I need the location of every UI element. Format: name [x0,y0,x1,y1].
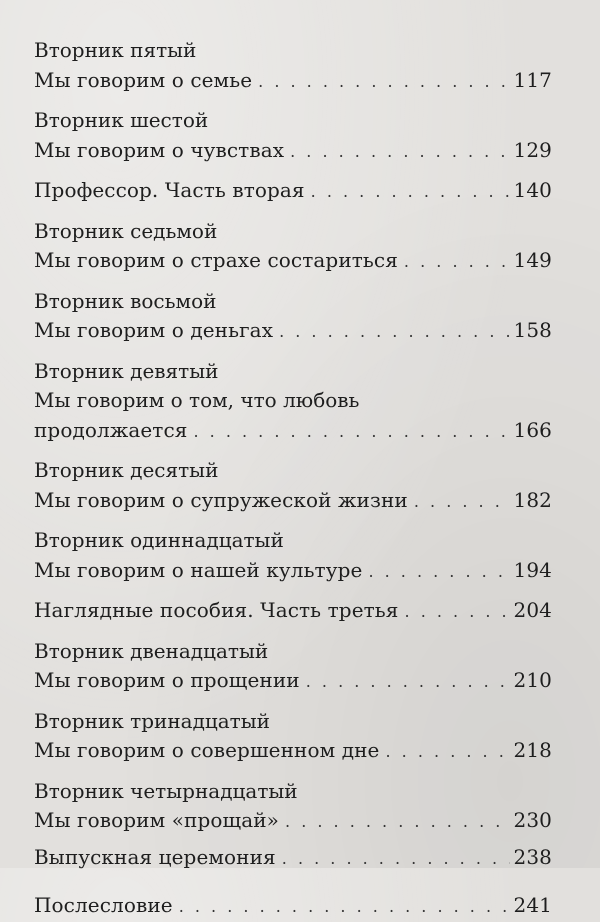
toc-line [34,806,552,837]
toc-entry [34,36,552,96]
dot-leader [404,247,510,277]
toc-entry [34,707,552,767]
toc-page-number: 166 [513,417,552,442]
toc-page-number: 230 [513,808,552,832]
dot-leader [279,317,509,347]
dot-leader [306,667,510,697]
toc-line [34,246,552,277]
toc-title: Мы говорим о страхе состариться [34,248,398,272]
toc-title: Мы говорим о совершенном дне [34,738,380,762]
toc-page-number: 241 [513,893,552,917]
toc-heading: Вторник шестой [34,108,209,132]
toc-entry [34,456,552,516]
toc-page-number: 117 [513,67,552,92]
toc-entry [34,217,552,277]
toc-entry [34,287,552,347]
toc-entry [34,843,552,874]
toc-title: Профессор. Часть вторая [34,178,305,202]
toc-title: Мы говорим о супружеской жизни [34,487,408,512]
toc-page-number: 182 [513,487,552,512]
toc-entry [34,596,552,627]
toc-line [34,666,552,697]
dot-leader [285,807,510,837]
dot-leader [311,177,510,207]
toc-page-number: 218 [513,738,552,762]
dot-leader [179,892,510,922]
dot-leader [290,137,509,167]
toc-line [34,596,552,627]
dot-leader [386,737,510,767]
toc-line [34,843,552,874]
toc-subheading: Мы говорим о том, что любовь [34,388,360,412]
toc-entry [34,637,552,697]
toc-heading: Вторник двенадцатый [34,638,269,663]
toc-line [34,736,552,767]
toc-page-number: 238 [513,844,552,869]
toc-heading: Вторник четырнадцатый [34,778,298,803]
toc-entry [34,526,552,586]
toc-line [34,556,552,587]
dot-leader [368,557,509,587]
toc-line [34,316,552,347]
toc-heading: Вторник седьмой [34,218,218,243]
toc-page-number: 204 [513,598,552,622]
toc-line [34,66,552,97]
toc-title: Послесловие [34,893,173,917]
toc-page-number: 149 [513,248,552,272]
toc-heading: Вторник одиннадцатый [34,528,284,552]
toc-line [34,176,552,207]
toc-title: Мы говорим «прощай» [34,808,280,832]
toc-title: Выпускная церемония [34,844,276,869]
toc-page-number: 129 [513,137,552,162]
toc-heading: Вторник восьмой [34,288,217,313]
toc-line [34,891,552,922]
toc-page-number: 140 [513,178,552,202]
dot-leader [282,844,510,874]
dot-leader [193,417,509,447]
toc-page-number: 210 [513,668,552,692]
toc-entry [34,777,552,837]
toc-entry [34,891,552,922]
toc-heading: Вторник девятый [34,358,219,383]
toc-line [34,136,552,167]
dot-leader [258,67,509,97]
toc-heading: Вторник пятый [34,38,197,62]
toc-heading: Вторник десятый [34,458,219,482]
toc-heading: Вторник тринадцатый [34,708,270,733]
toc-title: Мы говорим о деньгах [34,318,274,342]
table-of-contents [34,36,552,922]
toc-title: Мы говорим о нашей культуре [34,557,363,582]
toc-entry [34,176,552,207]
toc-title: Мы говорим о чувствах [34,137,285,162]
dot-leader [405,597,510,627]
toc-title: Наглядные пособия. Часть третья [34,598,399,622]
toc-entry [34,357,552,447]
toc-page-number: 194 [513,557,552,582]
dot-leader [414,487,510,517]
toc-line [34,486,552,517]
toc-entry [34,106,552,166]
toc-title: Мы говорим о прощении [34,668,300,692]
toc-title: продолжается [34,417,188,442]
toc-page-number: 158 [513,318,552,342]
toc-line [34,416,552,447]
toc-title: Мы говорим о семье [34,67,253,92]
